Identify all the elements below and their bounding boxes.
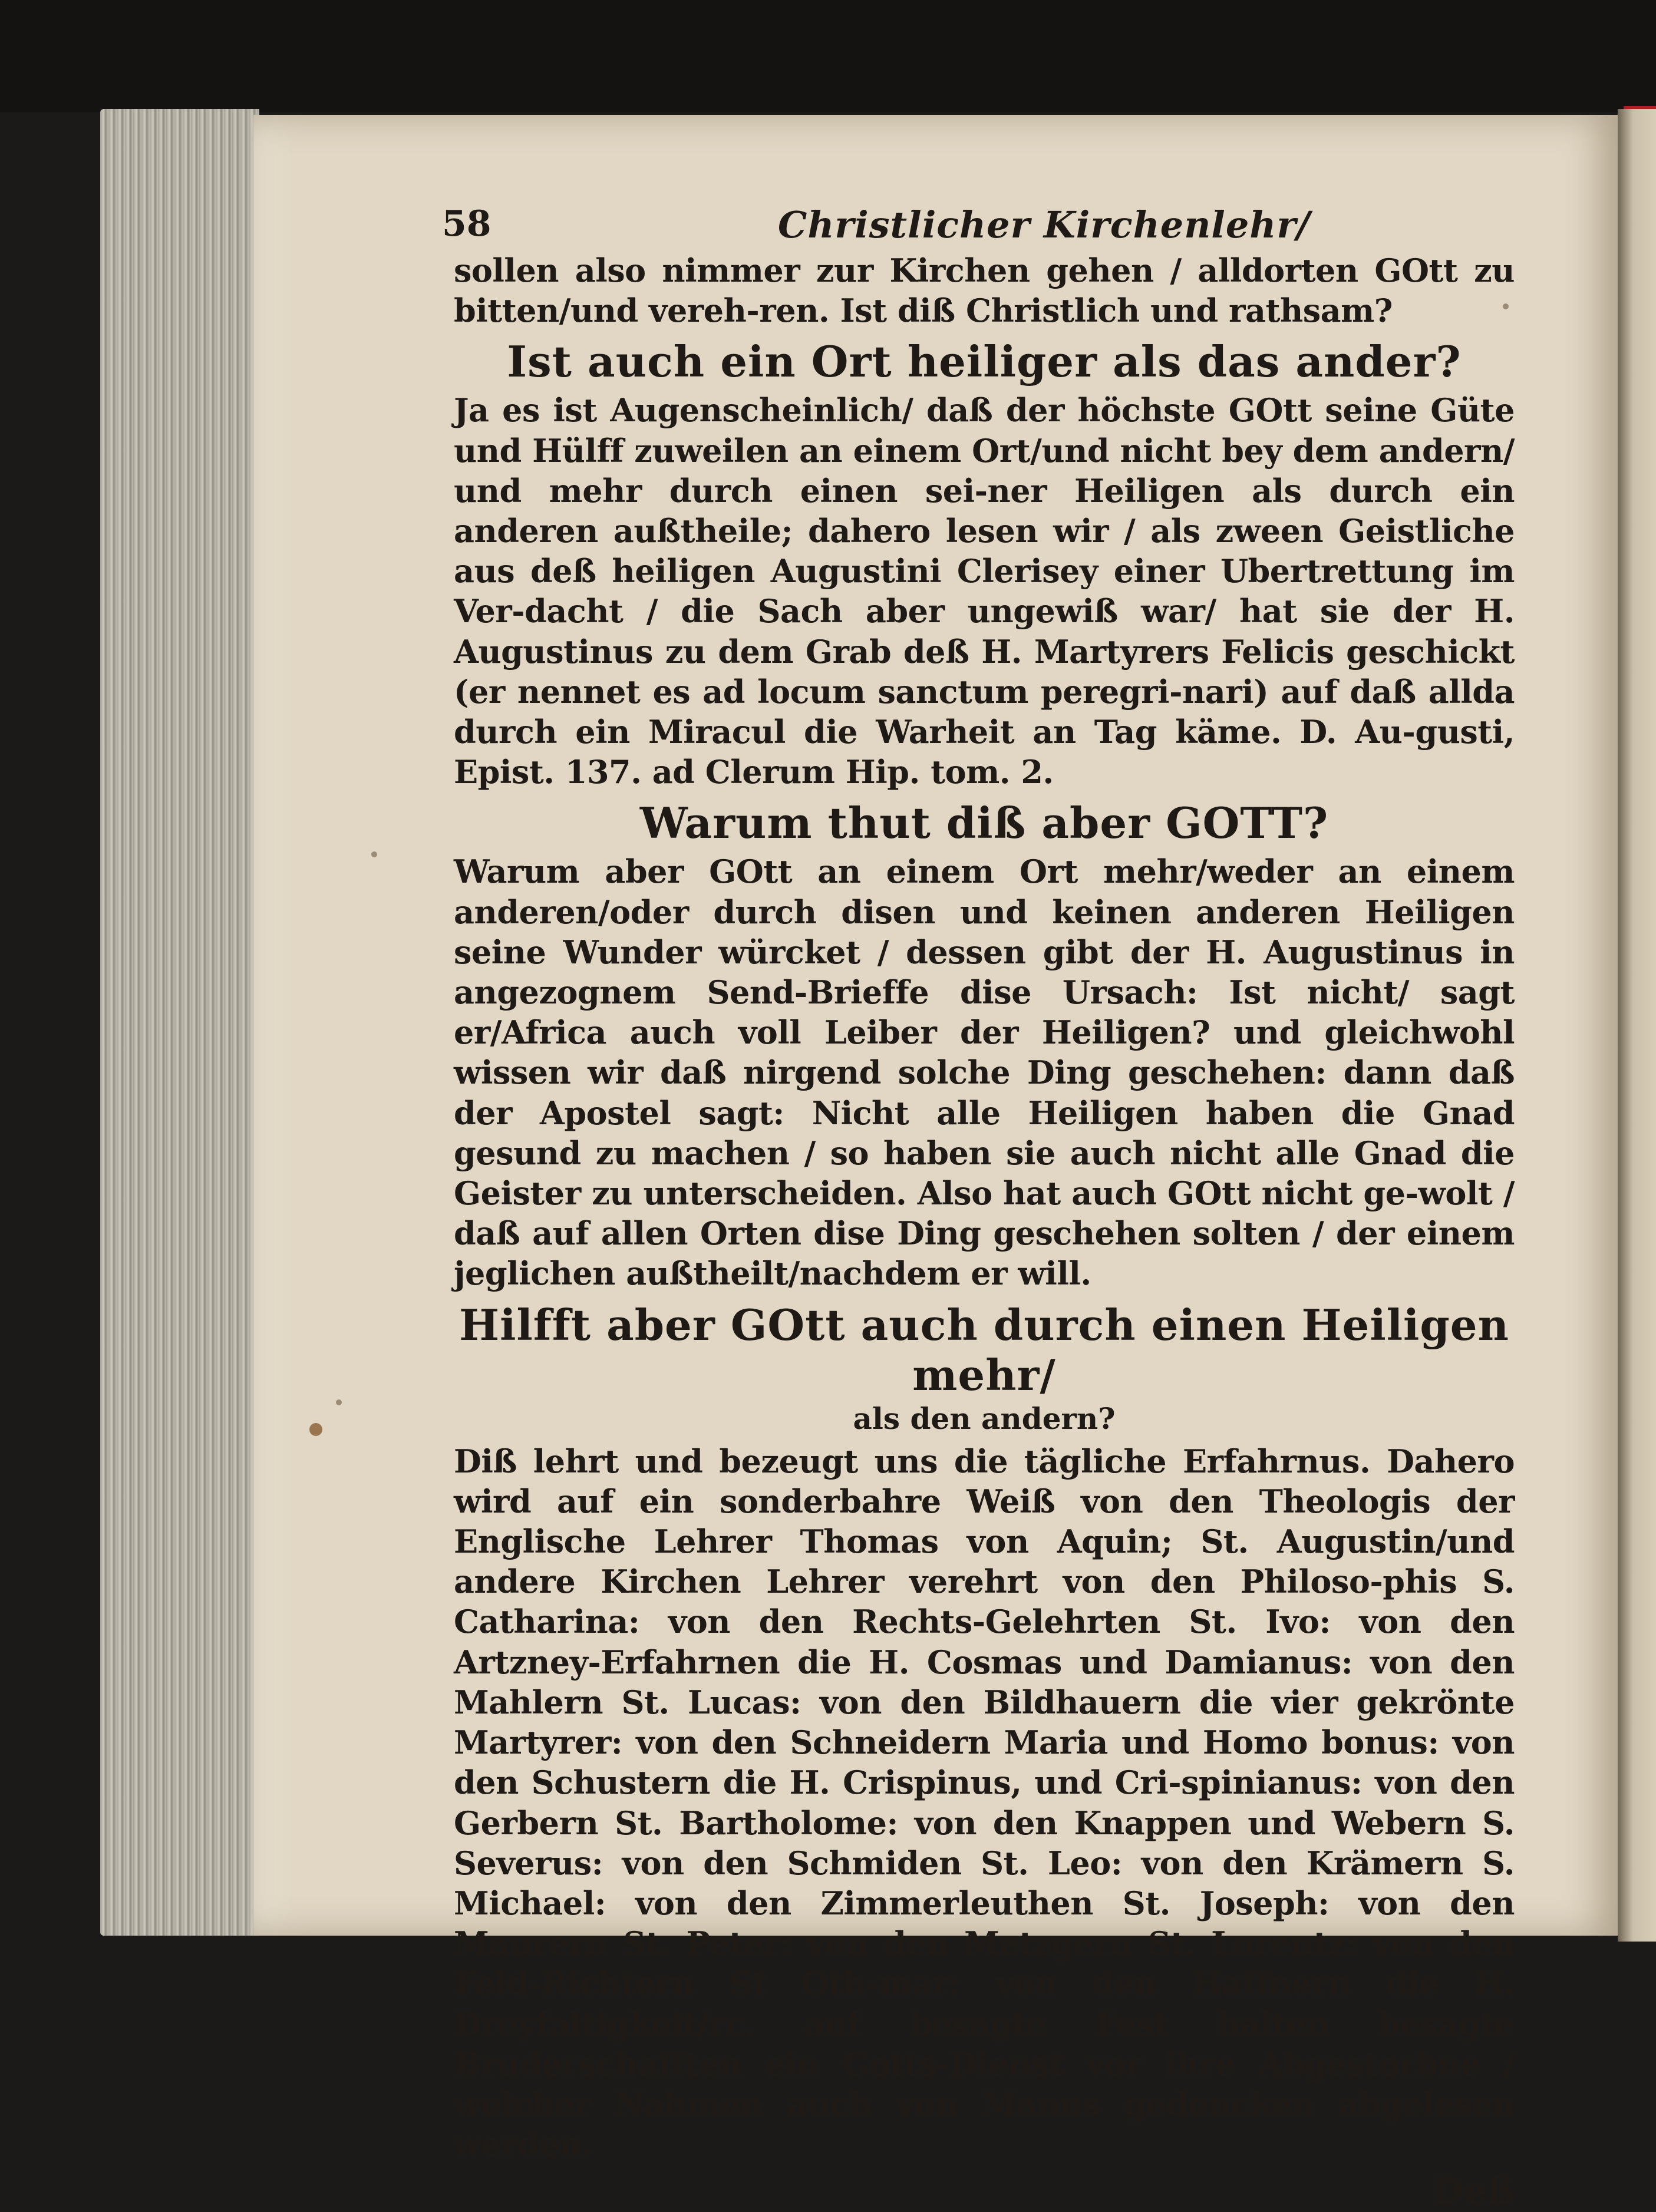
page-text-block xyxy=(442,203,1515,2212)
running-head: Christlicher Kirchenlehr/ xyxy=(778,203,1311,246)
stain-mark xyxy=(309,1423,322,1436)
section-heading: Warum thut diß aber GOTT? xyxy=(639,798,1329,849)
intro-paragraph: sollen also nimmer zur Kirchen gehen / alldorten GOtt zu bitten/und vereh-ren. Ist diß Christlich und rathsam? xyxy=(454,252,1515,330)
facing-page-edge xyxy=(1618,109,1656,1942)
section-heading: Ist auch ein Ort heiliger als das ander? xyxy=(507,336,1462,387)
stain-mark xyxy=(336,1399,342,1405)
section-paragraph: Diß lehrt und bezeugt uns die tägliche Erfahrnus. Dahero wird auf ein sonderbahre Weiß von den Theologis der Englische Lehrer Thomas von Aquin; St. Augustin/und andere Kirchen Lehrer verehrt von den Philoso-phis S. Catharina: von den Rechts-Gelehrten St. Ivo: von den Artzney-Erfahrnen die H. Cosmas und Damianus: von den Mahlern St. Lucas: von den Bildhauern die vier gekrönte Martyrer: von den Schneidern Maria und Homo bonus: von den Schustern die H. Crispinus, und Cri-spinianus: von den Gerbern St. Bartholome: von den Knappen und Webern S. Severus: von den Schmiden St. Leo: von den Krämern S. Michael: von den Zimmerleuthen St. Joseph: von den Maurern St. Peter: von den Metzgern St. Lorentz: von den Feld-Richtern St Oth-mar: von den Haffnern die H. Dreyfaltigkeit/rc. auf besagte Fest halten besagte Bruderschafften ein Gotts-Dienst vor ihre Abgestorbne / welcher Nahmen auch von Manns gedencken abgelesen werden. xyxy=(454,1442,1515,2164)
section-paragraph: Ja es ist Augenscheinlich/ daß der höchste GOtt seine Güte und Hülff zuweilen an einem Ort/und nicht bey dem andern/ und mehr durch einen sei-ner Heiligen als durch ein anderen außtheile; dahero lesen wir / als zween Geistliche aus deß heiligen Augustini Clerisey einer Ubertrettung im Ver-dacht / die Sach aber ungewiß war/ hat sie der H. Augustinus zu dem Grab deß H. Martyrers Felicis geschickt (er nennet es ad locum sanctum peregri-nari) auf daß allda durch ein Miracul die Warheit an Tag käme. D. Au-gusti, Epist. 137. ad Clerum Hip. tom. 2. xyxy=(454,391,1515,791)
section-heading: Hilfft aber GOtt auch durch einen Heiligen mehr/ xyxy=(459,1299,1509,1400)
section-paragraph: Warum aber GOtt an einem Ort mehr/weder an einem anderen/oder durch disen und keinen anderen Heiligen seine Wunder würcket / dessen gibt der H. Augustinus in angezognem Send-Brieffe dise Ursach: Ist nicht/ sagt er/Africa auch voll Leiber der Heiligen? und gleichwohl wissen wir daß nirgend solche Ding geschehen: dann daß der Apostel sagt: Nicht alle Heiligen haben die Gnad gesund zu machen / so haben sie auch nicht alle Gnad die Geister zu unterscheiden. Also hat auch GOtt nicht ge-wolt / daß auf allen Orten dise Ding geschehen solten / der einem jeglichen außtheilt/nachdem er will. xyxy=(454,853,1515,1293)
catchword: Deß xyxy=(1431,2169,1515,2212)
page-edges xyxy=(100,109,259,1936)
stain-mark xyxy=(371,851,377,857)
page-header xyxy=(442,203,1515,250)
section-heading-continued: als den andern? xyxy=(853,1401,1116,1436)
page-number: 58 xyxy=(442,203,491,245)
background-dark xyxy=(0,0,1656,112)
